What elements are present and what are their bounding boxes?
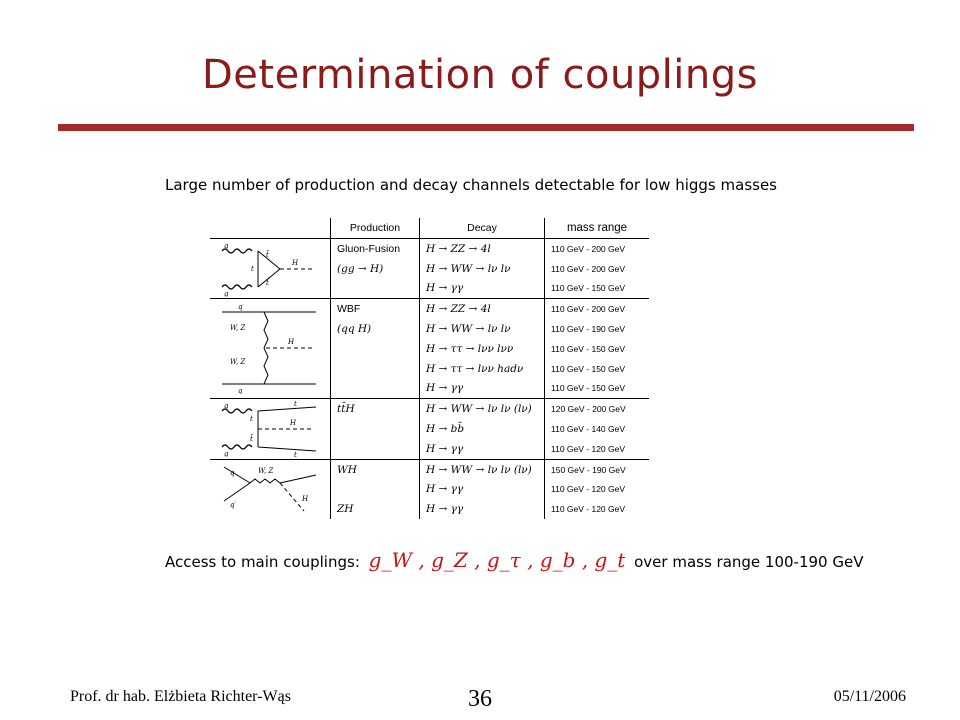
table-row [210,459,649,479]
diagram-label: H [288,337,295,346]
decay-cell: H → WW → lν lν [420,319,545,339]
diagram-label: H [290,419,297,428]
diagram-label: t [251,264,254,273]
decay-cell: H → γγ [420,379,545,399]
diagram-label: H [302,495,309,504]
mass-cell: 110 GeV - 200 GeV [551,263,626,274]
decay-cell: H → WW → lν lν (lν) [420,459,545,479]
table-row [210,299,649,319]
associated-diagram [210,459,331,519]
page-number: 36 [468,686,492,712]
diagram-label: W, Z [230,323,246,332]
wbf-feynman-icon [218,304,322,394]
diagram-label: t̄ [266,250,269,259]
access-suffix: over mass range 100-190 GeV [634,553,864,571]
decay-cell: H → ττ → lνν hadν [420,359,545,379]
diagram-label: q [238,386,243,394]
decay-cell: H → γγ [420,279,545,299]
intro-text: Large number of production and decay channels detectable for low higgs masses [165,176,777,194]
diagram-label: q′ [230,501,237,510]
title-divider [58,124,914,131]
production-cell [331,279,420,299]
decay-cell: H → γγ [420,439,545,459]
production-cell: ZH [331,499,420,519]
diagram-label: g [224,241,229,250]
channels-table [210,218,649,519]
table-row [210,239,649,259]
mass-cell: 110 GeV - 150 GeV [551,283,626,294]
mass-cell: 120 GeV - 200 GeV [545,399,650,419]
decay-cell: H → bb̄ [420,419,545,439]
production-cell: (qq H) [331,319,420,339]
header-production: Production [331,218,420,239]
header-diagram [210,218,331,239]
diagram-label: g [224,289,229,297]
decay-cell: H → γγ [420,480,545,500]
production-cell: WBF [331,299,420,319]
decay-cell: H → ZZ → 4l [420,239,545,259]
production-cell [331,480,420,500]
mass-cell: 110 GeV - 200 GeV [545,299,650,319]
table-row [210,399,649,419]
production-cell [331,359,420,379]
diagram-label: g [224,450,229,458]
tth-feynman-icon [218,401,322,457]
mass-cell: 110 GeV - 190 GeV [551,324,626,335]
decay-cell: H → γγ [420,499,545,519]
decay-cell: H → ττ → lνν lνν [420,339,545,359]
production-cell: (gg → H) [331,259,420,279]
production-cell [331,379,420,399]
mass-cell: 150 GeV - 190 GeV [545,459,650,479]
tth-diagram [210,399,331,459]
mass-cell: 110 GeV - 120 GeV [551,504,626,515]
diagram-label: g [224,402,229,411]
production-cell [331,339,420,359]
table-header-row [210,218,649,239]
production-cell: Gluon-Fusion [331,239,420,259]
mass-cell: 110 GeV - 200 GeV [551,243,626,254]
mass-cell: 110 GeV - 150 GeV [551,363,626,374]
gluon-fusion-diagram [210,239,331,299]
diagram-label: q [230,469,235,478]
wbf-diagram [210,299,331,399]
diagram-label: q′ [238,303,245,311]
decay-cell: H → ZZ → 4l [420,299,545,319]
access-couplings-line [165,548,863,572]
associated-production-feynman-icon [218,461,322,517]
mass-cell: 110 GeV - 150 GeV [551,383,626,394]
diagram-label: H [292,258,299,267]
diagram-label: W, Z [230,357,246,366]
diagram-label: W, Z [258,467,274,476]
production-cell: tt̄H [331,399,420,419]
header-decay: Decay [420,218,545,239]
footer-author: Prof. dr hab. Elżbieta Richter-Wąs [70,688,291,705]
couplings-list: g_W , g_Z , g_τ , g_b , g_t [368,548,626,572]
diagram-label: t [294,451,297,458]
production-cell [331,439,420,459]
decay-cell: H → WW → lν lν [420,259,545,279]
access-prefix: Access to main couplings: [165,553,360,571]
mass-cell: 110 GeV - 150 GeV [551,343,626,354]
slide-title: Determination of couplings [201,52,758,98]
diagram-label: t̄ [294,401,297,409]
mass-cell: 110 GeV - 140 GeV [551,424,626,435]
diagram-label: t [250,415,253,424]
footer-date: 05/11/2006 [833,688,906,705]
production-cell: WH [331,459,420,479]
header-mass-range: mass range [545,218,650,239]
mass-cell: 110 GeV - 120 GeV [551,484,626,495]
diagram-label: t [266,278,269,287]
diagram-label: t̄ [250,435,253,444]
gluon-fusion-feynman-icon [218,241,322,297]
mass-cell: 110 GeV - 120 GeV [551,443,626,454]
production-cell [331,419,420,439]
decay-cell: H → WW → lν lν (lν) [420,399,545,419]
